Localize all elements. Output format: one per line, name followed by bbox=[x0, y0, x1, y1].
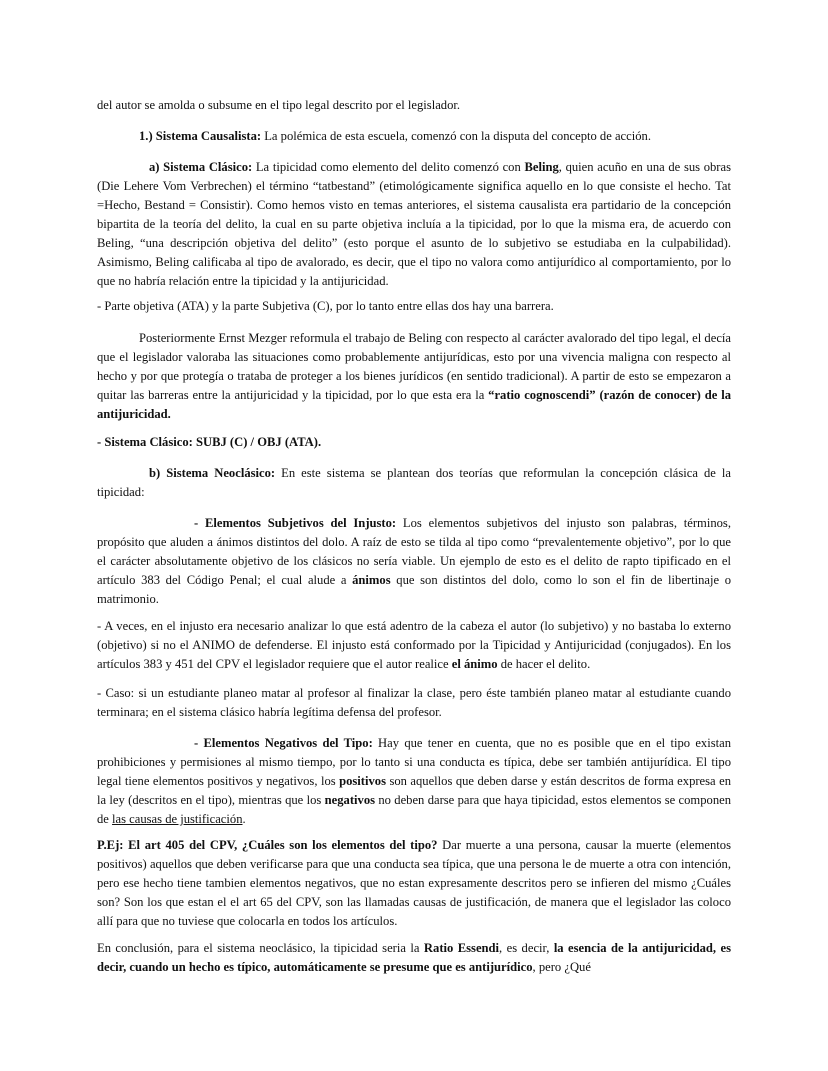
paragraph-conclusion bbox=[97, 939, 731, 977]
subsection-heading: b) Sistema Neoclásico: bbox=[149, 466, 276, 480]
paragraph-text: Dar muerte a una persona, causar la muerte (elementos positivos) aquellos que deben verificarse para que una conducta sea típica, que una persona le de muerte a otra con intención, pero ese hecho tiene tambien elementos negativos, que no estan expresamente descritos pero se infieren del mismo ¿Cuáles son? Son los que estan el el art 65 del CPV, son las llamadas causas de justificación, de manera que el legislador las coloco allí para que no tuviese que colocarla en todos los artículos. bbox=[97, 838, 732, 928]
paragraph-text: Los elementos subjetivos del injusto son palabras, términos, propósito que aluden a ánimos distintos del dolo. A raíz de esto se tilda al tipo como “prevalentemente objetivo”, por lo que el carácter absolutamente objetivo de los clásicos no sería viable. Un ejemplo de esto es el delito de rapto tipificado en el artículo 383 del Código Penal; el cual alude a bbox=[97, 516, 731, 587]
paragraph-text: - Parte objetiva (ATA) y la parte Subjetiva (C), por lo tanto entre ellas dos hay una barrera. bbox=[97, 299, 554, 313]
paragraph-text: La tipicidad como elemento del delito comenzó con bbox=[252, 160, 525, 174]
paragraph-text: - A veces, en el injusto era necesario analizar lo que está adentro de la cabeza el autor (lo subjetivo) y no bastaba lo externo (objetivo) si no el ANIMO de defenderse. El injusto está conformado por la Tipicidad y Antijuricidad (conjugados). En los artículos 383 y 451 del CPV el legislador requiere que el autor realice bbox=[97, 619, 731, 671]
paragraph-text: que son distintos del dolo, como lo son el fin de libertinaje o matrimonio. bbox=[97, 573, 731, 606]
paragraph-parte-objetiva bbox=[97, 297, 731, 316]
paragraph-text: En conclusión, para el sistema neoclásico, la tipicidad seria la bbox=[97, 941, 424, 955]
bold-line: - Sistema Clásico: SUBJ (C) / OBJ (ATA). bbox=[97, 435, 322, 449]
paragraph-injusto bbox=[97, 617, 731, 674]
bold-term: Ratio Essendi bbox=[423, 941, 500, 955]
paragraph-text: . bbox=[242, 812, 246, 826]
paragraph-intro bbox=[97, 96, 731, 115]
paragraph-text: , quien acuño en una de sus obras (Die Lehere Vom Verbrechen) el término “tatbestand” (etimológicamente significa aquello en lo que consiste el hecho. Tat =Hecho, Bestand = Consistir). Como hemos visto en temas anteriores, el sistema causalista era partidario de la concepción bipartita de la teoría del delito, la cual en su parte objetiva incluía a la tipicidad, por lo que la misma era, de acuerdo con Beling, “una descripción objetiva del delito” (esto porque el asunto de lo subjetivo se estudiaba en la culpabilidad). Asimismo, Beling calificaba al tipo de avalorado, es decir, que el tipo no valora como antijurídico al comportamiento, por lo que no habría relación entre la tipicidad y la antijuricidad. bbox=[97, 160, 731, 288]
bold-term: negativos bbox=[324, 793, 376, 807]
paragraph-ejemplo bbox=[97, 836, 731, 931]
paragraph-sistema-clasico bbox=[97, 158, 731, 291]
bold-term: el ánimo bbox=[451, 657, 498, 671]
underlined-term: las causas de justificación bbox=[112, 812, 243, 826]
paragraph-text: En este sistema se plantean dos teorías que reformulan la concepción clásica de la tipicidad: bbox=[97, 466, 731, 499]
paragraph-text: Hay que tener en cuenta, que no es posible que en el tipo existan prohibiciones y permisiones al mismo tiempo, por lo tanto si una conducta es típica, debe ser también antijurídica. El tipo legal tiene elementos positivos y negativos, los bbox=[97, 736, 731, 788]
paragraph-sistema-causalista bbox=[97, 127, 731, 146]
bold-question: P.Ej: El art 405 del CPV, ¿Cuáles son los elementos del tipo? bbox=[97, 838, 438, 852]
paragraph-elementos-negativos bbox=[97, 734, 731, 829]
subsection-heading: - Elementos Negativos del Tipo: bbox=[194, 736, 373, 750]
paragraph-elementos-subjetivos bbox=[97, 514, 731, 609]
paragraph-caso bbox=[97, 684, 731, 722]
paragraph-text: Posteriormente Ernst Mezger reformula el trabajo de Beling con respecto al carácter avalorado del tipo legal, el decía que el legislador valoraba las situaciones como probablemente antijurídicas, esto por una vivencia maligna con respecto al hecho y por que protegía o trataba de proteger a los bienes jurídicos (en sentido tradicional). A partir de esto se empezaron a quitar las barreras entre la antijuricidad y la tipicidad, por lo que esta era la bbox=[97, 331, 731, 402]
subsection-heading: a) Sistema Clásico: bbox=[149, 160, 253, 174]
section-heading: 1.) Sistema Causalista: bbox=[139, 129, 262, 143]
paragraph-text: , es decir, bbox=[499, 941, 554, 955]
subsection-heading: - Elementos Subjetivos del Injusto: bbox=[194, 516, 397, 530]
bold-term: la esencia de la antijuricidad, es decir, cuando un hecho es típico, automáticamente se presume que es antijurídico bbox=[97, 941, 731, 974]
paragraph-text: de hacer el delito. bbox=[497, 657, 591, 671]
bold-term: “ratio cognoscendi” (razón de conocer) de la antijuricidad. bbox=[97, 388, 731, 421]
paragraph-text: no deben darse para que haya tipicidad, estos elementos se componen de bbox=[97, 793, 731, 826]
paragraph-mezger bbox=[97, 329, 731, 424]
paragraph-text: , pero ¿Qué bbox=[532, 960, 591, 974]
paragraph-text: La polémica de esta escuela, comenzó con la disputa del concepto de acción. bbox=[261, 129, 651, 143]
paragraph-text: - Caso: si un estudiante planeo matar al profesor al finalizar la clase, pero éste también planeo matar al estudiante cuando terminara; en el sistema clásico habría legítima defensa del profesor. bbox=[97, 686, 731, 719]
paragraph-text: del autor se amolda o subsume en el tipo legal descrito por el legislador. bbox=[97, 98, 461, 112]
bold-term: positivos bbox=[339, 774, 386, 788]
bold-term: ánimos bbox=[352, 573, 391, 587]
paragraph-text: son aquellos que deben darse y están descritos de forma expresa en la ley (descritos en el tipo), mientras que los bbox=[97, 774, 731, 807]
paragraph-sistema-clasico-summary bbox=[97, 433, 731, 452]
bold-term: Beling bbox=[524, 160, 559, 174]
paragraph-sistema-neoclasico bbox=[97, 464, 731, 502]
